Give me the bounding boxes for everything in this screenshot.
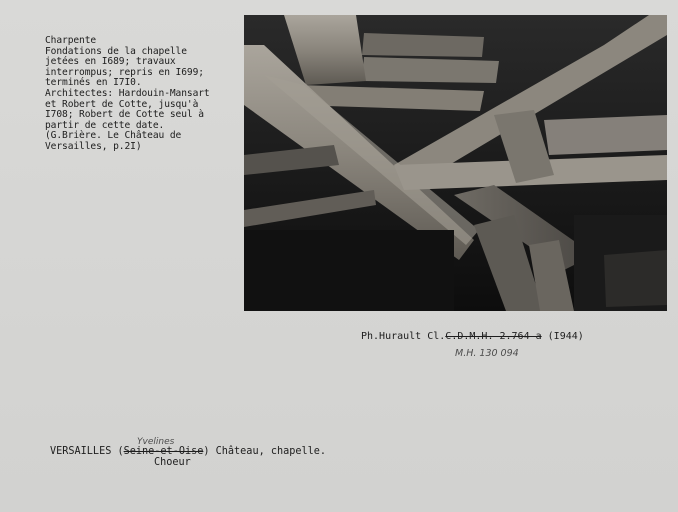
- inventory-number: M.H. 130 094: [455, 348, 519, 359]
- open-paren: (: [117, 446, 124, 457]
- description-line: I708; Robert de Cotte seul à: [45, 109, 204, 121]
- new-department-annotation: Yvelines: [137, 437, 175, 447]
- credit-year: (I944): [547, 331, 584, 342]
- credit-prefix: Ph.Hurault Cl.: [361, 331, 446, 342]
- description-line: Fondations de la chapelle: [45, 45, 187, 57]
- description-line: Architectes: Hardouin-Mansart: [45, 87, 210, 99]
- photo-illustration: [244, 15, 667, 311]
- description-line: jetées en I689; travaux: [45, 56, 176, 68]
- description-line: et Robert de Cotte, jusqu'à: [45, 98, 199, 110]
- location-line: [50, 446, 326, 457]
- photo-credit: [361, 331, 584, 342]
- description-line: (G.Brière. Le Château de: [45, 130, 182, 142]
- description-block: [45, 36, 245, 153]
- struck-reference: C.D.M.H. 2.764 a: [445, 331, 542, 342]
- timber-framework-photo: [244, 15, 667, 311]
- subject-label: Choeur: [154, 457, 191, 468]
- location-city: VERSAILLES: [50, 446, 112, 457]
- description-line: interrompus; repris en I699;: [45, 66, 204, 78]
- old-department: Seine-et-Oise: [123, 446, 204, 457]
- description-line: Versailles, p.2I): [45, 140, 142, 152]
- description-line: Charpente: [45, 35, 97, 46]
- close-paren: ): [203, 446, 210, 457]
- description-line: terminés en I7I0.: [45, 77, 142, 89]
- description-line: partir de cette date.: [45, 119, 165, 131]
- location-place: Château, chapelle.: [215, 446, 327, 457]
